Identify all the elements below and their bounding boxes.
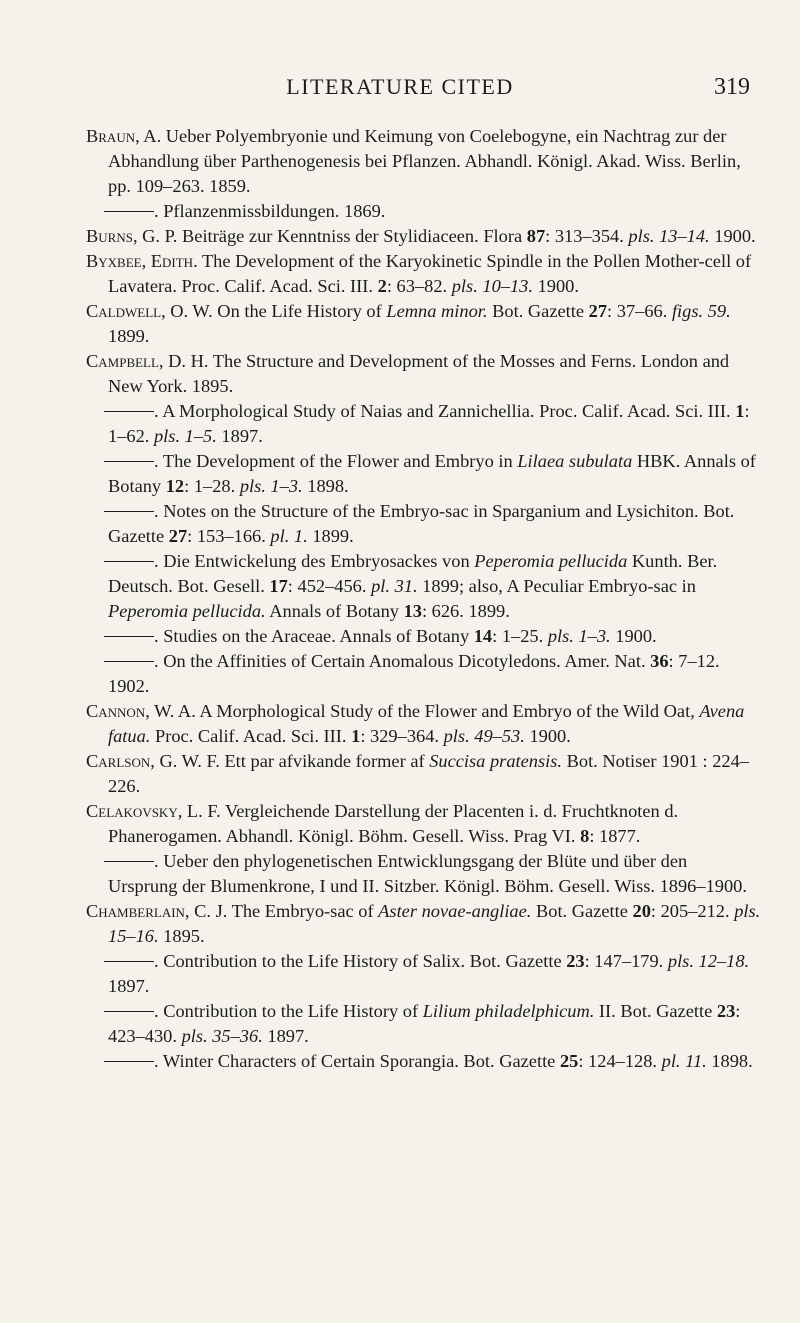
ditto-dash <box>104 961 154 962</box>
citation-text: : 153–166. <box>187 526 271 546</box>
italic-text: figs. 59. <box>671 301 731 321</box>
citation-text: : 626. 1899. <box>421 601 510 621</box>
citation-text: Ueber den phylogenetischen Entwicklungsgang der Blüte und über den Ursprung der Blumenkrone, I und II. Sitzber. Königl. Böhm. Gesell. Wiss. 1896–1900. <box>108 851 747 896</box>
citation-text: 1900. <box>524 726 571 746</box>
ditto-dash <box>104 411 154 412</box>
volume-number: 12 <box>165 476 185 496</box>
reference-author: Burns, G. P. <box>86 226 178 246</box>
citation-text: 1898. <box>706 1051 753 1071</box>
italic-text: pls. 1–3. <box>547 626 611 646</box>
citation-text: : 1–62. <box>108 401 750 446</box>
italic-text: pl. 1. <box>270 526 308 546</box>
italic-text: Lemna minor. <box>386 301 488 321</box>
citation-text: : 329–364. <box>360 726 444 746</box>
citation-text: II. Bot. Gazette <box>594 1001 717 1021</box>
citation-text: HBK. Annals of Botany <box>108 451 756 496</box>
volume-number: 1 <box>351 726 361 746</box>
volume-number: 2 <box>377 276 387 296</box>
citation-text: : 313–354. <box>545 226 629 246</box>
citation-text: Vergleichende Darstellung der Placenten i. d. Fruchtknoten d. Phanerogamen. Abhandl. Königl. Böhm. Gesell. Wiss. Prag VI. <box>108 801 679 846</box>
citation-text: : 205–212. <box>650 901 735 921</box>
reference-author: Campbell, D. H. <box>86 351 209 371</box>
reference-author: Celakovsky, L. F. <box>86 801 221 821</box>
volume-number: 1 <box>735 401 745 421</box>
volume-number: 27 <box>168 526 188 546</box>
italic-text: Peperomia pellucida <box>474 551 628 571</box>
citation-text: Proc. Calif. Acad. Sci. III. <box>150 726 352 746</box>
citation-text: 1900. <box>532 276 579 296</box>
ditto-dash <box>104 211 154 212</box>
volume-number: 13 <box>403 601 422 621</box>
reference-entry <box>86 699 761 749</box>
citation-text: 1897. <box>108 976 150 996</box>
reference-entry: . The Development of the Flower and Embryo in Lilaea subulata HBK. Annals of Botany 12: 1–28. pls. 1–3. 1898. <box>86 449 761 499</box>
reference-entry: . Contribution to the Life History of Salix. Bot. Gazette 23: 147–179. pls. 12–18. 1897. <box>86 949 761 999</box>
reference-author: Braun, A. <box>86 126 162 146</box>
reference-author: Caldwell, O. W. <box>86 301 213 321</box>
citation-text: Contribution to the Life History of Salix. Bot. Gazette <box>163 951 567 971</box>
volume-number: 27 <box>588 301 608 321</box>
reference-entry <box>86 749 761 799</box>
citation-text: On the Affinities of Certain Anomalous Dicotyledons. Amer. Nat. <box>163 651 651 671</box>
citation-text: Pflanzenmissbildungen. 1869. <box>163 201 386 221</box>
ditto-dash <box>104 1061 154 1062</box>
ditto-dash <box>104 861 154 862</box>
citation-text: Kunth. Ber. Deutsch. Bot. Gesell. <box>108 551 718 596</box>
volume-number: 23 <box>716 1001 736 1021</box>
reference-entry: . Notes on the Structure of the Embryo-sac in Sparganium and Lysichiton. Bot. Gazette 27: 153–166. pl. 1. 1899. <box>86 499 761 549</box>
italic-text: pls. 12–18. <box>667 951 750 971</box>
citation-text: Bot. Gazette <box>531 901 633 921</box>
citation-text: The Structure and Development of the Mosses and Ferns. London and New York. 1895. <box>108 351 730 396</box>
reference-author: Cannon, W. A. <box>86 701 196 721</box>
reference-entry: . A Morphological Study of Naias and Zannichellia. Proc. Calif. Acad. Sci. III. 1: 1–62. pls. 1–5. 1897. <box>86 399 761 449</box>
italic-text: pls. 35–36. <box>181 1026 263 1046</box>
reference-entry: . On the Affinities of Certain Anomalous Dicotyledons. Amer. Nat. 36: 7–12. 1902. <box>86 649 761 699</box>
citation-text: : 452–456. <box>287 576 372 596</box>
citation-text: 1899. <box>307 526 354 546</box>
citation-text: : 423–430. <box>108 1001 741 1046</box>
citation-text: Beiträge zur Kenntniss der Stylidiaceen. Flora <box>182 226 527 246</box>
ditto-dash <box>104 511 154 512</box>
volume-number: 8 <box>580 826 590 846</box>
italic-text: Peperomia pellucida. <box>108 601 266 621</box>
volume-number: 14 <box>473 626 493 646</box>
citation-text: The Development of the Karyokinetic Spindle in the Pollen Mother-cell of Lavatera. Proc. Calif. Acad. Sci. III. <box>108 251 752 296</box>
citation-text: The Embryo-sac of <box>231 901 379 921</box>
citation-text: 1900. <box>610 626 657 646</box>
citation-text: : 37–66. <box>607 301 672 321</box>
citation-text: Ueber Polyembryonie und Keimung von Coelebogyne, ein Nachtrag zur der Abhandlung über Parthenogenesis bei Pflanzen. Abhandl. Königl. Akad. Wiss. Berlin, pp. 109–263. 1859. <box>108 126 741 196</box>
reference-author: Byxbee, Edith. <box>86 251 198 271</box>
reference-entry <box>86 799 761 849</box>
citation-text: Winter Characters of Certain Sporangia. Bot. Gazette <box>162 1051 560 1071</box>
citation-text: A Morphological Study of the Flower and Embryo of the Wild Oat, <box>199 701 700 721</box>
ditto-dash <box>104 636 154 637</box>
reference-entry <box>86 249 761 299</box>
citation-text: : 1–25. <box>492 626 548 646</box>
citation-text: Notes on the Structure of the Embryo-sac in Sparganium and Lysichiton. Bot. Gazette <box>108 501 735 546</box>
volume-number: 23 <box>566 951 585 971</box>
italic-text: Lilium philadelphicum. <box>422 1001 595 1021</box>
citation-text: : 1–28. <box>184 476 240 496</box>
page-title: LITERATURE CITED <box>286 74 514 99</box>
citation-text: 1899; also, A Peculiar Embryo-sac in <box>417 576 696 596</box>
italic-text: pls. 15–16. <box>108 901 761 946</box>
citation-text: 1897. <box>262 1026 309 1046</box>
page-number: 319 <box>714 74 750 100</box>
citation-text: : 124–128. <box>578 1051 662 1071</box>
reference-author: Carlson, G. W. F. <box>86 751 220 771</box>
italic-text: Lilaea subulata <box>517 451 633 471</box>
citation-text: Annals of Botany <box>265 601 404 621</box>
citation-text: : 7–12. 1902. <box>108 651 720 696</box>
volume-number: 25 <box>559 1051 579 1071</box>
italic-text: Avena fatua. <box>108 701 745 746</box>
citation-text: Bot. Gazette <box>487 301 589 321</box>
volume-number: 20 <box>632 901 651 921</box>
reference-entry: . Studies on the Araceae. Annals of Botany 14: 1–25. pls. 1–3. 1900. <box>86 624 761 649</box>
reference-entry <box>86 224 761 249</box>
reference-entry: . Ueber den phylogenetischen Entwicklungsgang der Blüte und über den Ursprung der Blumenkrone, I und II. Sitzber. Königl. Böhm. Gesell. Wiss. 1896–1900. <box>86 849 761 899</box>
citation-text: A Morphological Study of Naias and Zannichellia. Proc. Calif. Acad. Sci. III. <box>162 401 736 421</box>
italic-text: Aster novae-angliae. <box>378 901 532 921</box>
reference-list <box>86 124 761 1074</box>
citation-text: 1895. <box>158 926 205 946</box>
italic-text: pl. 31. <box>371 576 418 596</box>
citation-text: 1897. <box>216 426 263 446</box>
ditto-dash <box>104 561 154 562</box>
italic-text: pl. 11. <box>661 1051 707 1071</box>
citation-text: Contribution to the Life History of <box>163 1001 423 1021</box>
reference-entry <box>86 899 761 949</box>
volume-number: 87 <box>526 226 546 246</box>
reference-entry: . Winter Characters of Certain Sporangia. Bot. Gazette 25: 124–128. pl. 11. 1898. <box>86 1049 761 1074</box>
reference-entry <box>86 299 761 349</box>
citation-text: 1899. <box>108 326 150 346</box>
ditto-dash <box>104 661 154 662</box>
citation-text: Studies on the Araceae. Annals of Botany <box>163 626 474 646</box>
citation-text: 1898. <box>302 476 349 496</box>
reference-entry <box>86 349 761 399</box>
citation-text: On the Life History of <box>217 301 387 321</box>
reference-author: Chamberlain, C. J. <box>86 901 228 921</box>
italic-text: pls. 1–3. <box>239 476 303 496</box>
ditto-dash <box>104 1011 154 1012</box>
citation-text: Die Entwickelung des Embryosackes von <box>163 551 475 571</box>
citation-text: : 63–82. <box>386 276 452 296</box>
citation-text: The Development of the Flower and Embryo in <box>162 451 518 471</box>
citation-text: : 1877. <box>589 826 641 846</box>
reference-entry: . Contribution to the Life History of Lilium philadelphicum. II. Bot. Gazette 23: 423–430. pls. 35–36. 1897. <box>86 999 761 1049</box>
reference-entry: . Die Entwickelung des Embryosackes von Peperomia pellucida Kunth. Ber. Deutsch. Bot. Gesell. 17: 452–456. pl. 31. 1899; also, A Peculiar Embryo-sac in Peperomia pellucida. Annals of Botany 13: 626. 1899. <box>86 549 761 624</box>
reference-entry <box>86 124 761 199</box>
italic-text: pls. 1–5. <box>153 426 217 446</box>
citation-text: : 147–179. <box>584 951 668 971</box>
citation-text: Ett par afvikande former af <box>224 751 430 771</box>
italic-text: Succisa pratensis. <box>429 751 563 771</box>
italic-text: pls. 10–13. <box>451 276 533 296</box>
reference-entry: . Pflanzenmissbildungen. 1869. <box>86 199 761 224</box>
volume-number: 17 <box>269 576 288 596</box>
italic-text: pls. 49–53. <box>443 726 525 746</box>
italic-text: pls. 13–14. <box>628 226 710 246</box>
citation-text: 1900. <box>709 226 756 246</box>
running-header <box>0 74 800 104</box>
ditto-dash <box>104 461 154 462</box>
volume-number: 36 <box>650 651 669 671</box>
citation-text: Bot. Notiser 1901 : 224–226. <box>108 751 749 796</box>
